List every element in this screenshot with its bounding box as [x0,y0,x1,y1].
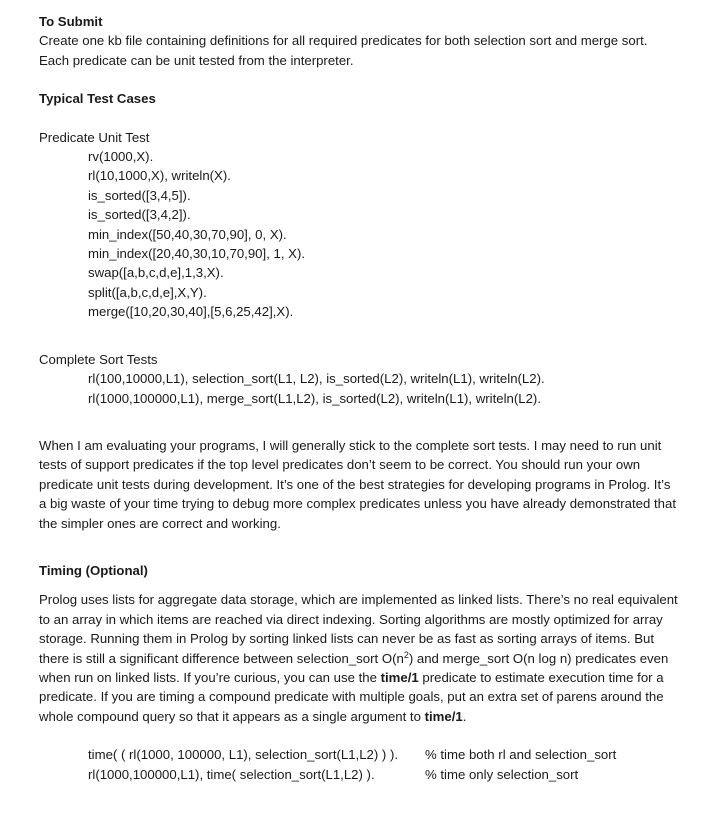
complete-sort-list [39,369,679,408]
timing-heading: Timing (Optional) [39,562,148,578]
complete-sort-heading: Complete Sort Tests [39,351,158,367]
typical-test-cases-heading: Typical Test Cases [39,91,156,107]
unit-test-list [39,147,679,322]
timing-example-code: rl(1000,100000,L1), time( selection_sort(L1,L2) ). [88,766,375,782]
timing-examples [39,745,679,784]
unit-test-item: rv(1000,X). [88,149,154,165]
superscript: 2 [403,649,409,660]
complete-sort-item: rl(1000,100000,L1), merge_sort(L1,L2), is_sorted(L2), writeln(L1), writeln(L2). [88,390,541,406]
unit-test-item: rl(10,1000,X), writeln(X). [88,168,231,184]
to-submit-heading: To Submit [39,14,103,29]
timing-text-3: predicate to estimate execution time for a predicate. If you are timing a compound predicate with multiple goals, put an extra set of parens around the whole compound query so that it appears as a single argument to [39,669,664,724]
complete-sort-item: rl(100,10000,L1), selection_sort(L1, L2), is_sorted(L2), writeln(L1), writeln(L2). [88,371,545,387]
unit-test-item: split([a,b,c,d,e],X,Y). [88,284,207,300]
timing-example-comment: % time both rl and selection_sort [425,747,617,763]
unit-test-item: min_index([50,40,30,70,90], 0, X). [88,226,287,242]
timing-example-comment: % time only selection_sort [425,766,579,782]
time-predicate-ref: time/1 [380,669,419,685]
timing-example-code: time( ( rl(1000, 100000, L1), selection_sort(L1,L2) ) ). [88,747,399,763]
unit-test-item: merge([10,20,30,40],[5,6,25,42],X). [88,304,294,320]
timing-example-row [88,765,679,784]
timing-example-row [88,745,679,764]
unit-test-item: swap([a,b,c,d,e],1,3,X). [88,265,224,281]
unit-test-item: min_index([20,40,30,10,70,90], 1, X). [88,246,306,262]
to-submit-text: Create one kb file containing definitions for all required predicates for both selection sort and merge sort. Each predicate can be unit tested from the interpreter. [39,33,648,68]
timing-text-4: . [462,708,467,724]
unit-test-heading: Predicate Unit Test [39,129,150,145]
unit-test-item: is_sorted([3,4,5]). [88,187,191,203]
unit-test-item: is_sorted([3,4,2]). [88,207,191,223]
time-predicate-ref: time/1 [424,708,463,724]
evaluation-paragraph: When I am evaluating your programs, I will generally stick to the complete sort tests. I may need to run unit tests of support predicates if the top level predicates don’t seem to be correct. You should run your own predicate unit tests during development. It’s one of the best strategies for developing programs in Prolog. It’s a big waste of your time trying to debug more complex predicates unless you have already demonstrated that the simpler ones are correct and working. [39,437,677,531]
document-page [39,12,679,784]
timing-text-1: Prolog uses lists for aggregate data storage, which are implemented as linked lists. There’s no real equivalent to an array in which items are reached via direct indexing. Sorting algorithms are mostly optimized for array storage. Running them in Prolog by sorting linked lists can never be as fast as sorting arrays of items. But there is still a significant difference between selection_sort O(n [39,592,678,666]
timing-text-2: ) and merge_sort O(n log n) predicates even when run on linked lists. If you’re curious, you can use the [39,650,669,685]
timing-paragraph [39,590,679,726]
